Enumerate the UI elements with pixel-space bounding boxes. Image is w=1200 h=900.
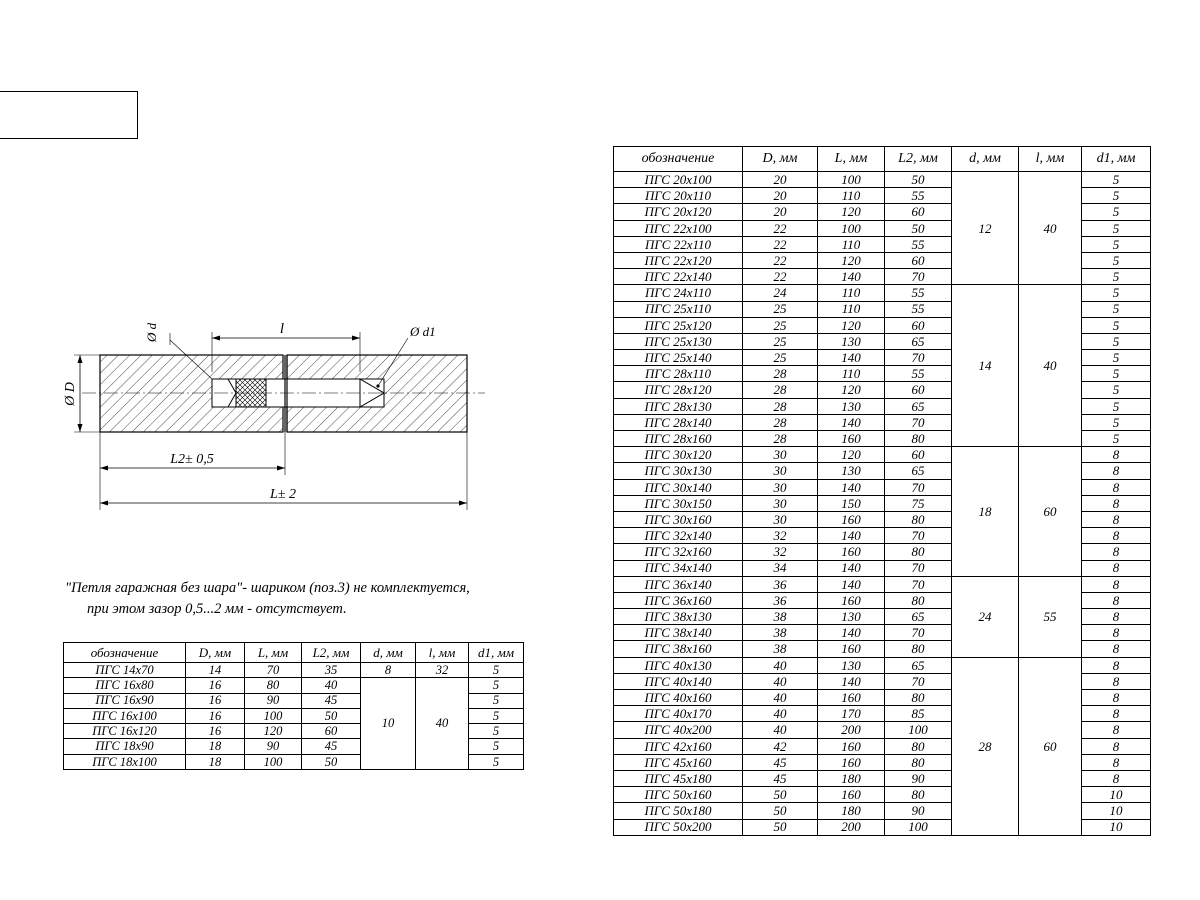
spec-table-right [613, 146, 1151, 836]
table-cell: 50 [743, 803, 818, 819]
table-cell: 40 [743, 722, 818, 738]
column-header: d, мм [361, 643, 416, 663]
table-cell: 5 [1082, 414, 1151, 430]
table-cell: 5 [1082, 220, 1151, 236]
table-cell: 50 [302, 708, 361, 723]
table-cell: 8 [1082, 592, 1151, 608]
table-cell: 34 [743, 560, 818, 576]
table-cell-designation: ПГС 20х120 [614, 204, 743, 220]
table-cell-designation: ПГС 30х120 [614, 447, 743, 463]
table-cell-designation: ПГС 16х100 [64, 708, 186, 723]
table-cell: 22 [743, 269, 818, 285]
table-cell: 20 [743, 188, 818, 204]
table-cell: 90 [885, 770, 952, 786]
table-cell-merged: 60 [1019, 447, 1082, 577]
table-cell: 8 [1082, 657, 1151, 673]
table-cell: 5 [1082, 350, 1151, 366]
table-cell-designation: ПГС 40х200 [614, 722, 743, 738]
label-d1: Ø d1 [410, 324, 436, 339]
table-header-row [614, 147, 1151, 172]
table-cell-designation: ПГС 25х110 [614, 301, 743, 317]
table-cell: 140 [818, 625, 885, 641]
table-cell: 50 [743, 787, 818, 803]
table-cell: 40 [743, 673, 818, 689]
table-cell: 80 [885, 690, 952, 706]
hinge-pin-svg [60, 300, 560, 530]
table-cell: 20 [743, 204, 818, 220]
table-cell: 85 [885, 706, 952, 722]
table-cell-merged: 18 [952, 447, 1019, 577]
table-cell: 110 [818, 236, 885, 252]
table-cell-designation: ПГС 28х110 [614, 366, 743, 382]
table-cell-merged: 40 [416, 678, 469, 770]
table-cell: 140 [818, 673, 885, 689]
table-cell: 70 [885, 560, 952, 576]
table-cell-designation: ПГС 50х160 [614, 787, 743, 803]
table-cell: 45 [743, 754, 818, 770]
label-d-small: Ø d [144, 322, 159, 342]
table-cell: 70 [885, 269, 952, 285]
table-cell: 8 [1082, 770, 1151, 786]
table-cell: 28 [743, 414, 818, 430]
table-cell: 45 [302, 739, 361, 754]
table-cell: 14 [186, 663, 245, 678]
spec-table-left-wrapper [63, 642, 524, 770]
table-cell-designation: ПГС 20х100 [614, 172, 743, 188]
table-header-row [64, 643, 524, 663]
table-cell: 8 [1082, 754, 1151, 770]
table-cell: 28 [743, 431, 818, 447]
table-cell: 100 [885, 722, 952, 738]
table-cell: 8 [1082, 479, 1151, 495]
table-cell-designation: ПГС 40х140 [614, 673, 743, 689]
table-cell: 140 [818, 414, 885, 430]
table-cell: 80 [885, 544, 952, 560]
label-l: l [279, 321, 285, 337]
table-cell: 55 [885, 366, 952, 382]
table-cell: 5 [469, 663, 524, 678]
table-cell: 200 [818, 722, 885, 738]
table-cell-designation: ПГС 42х160 [614, 738, 743, 754]
table-cell: 130 [818, 333, 885, 349]
table-cell: 36 [743, 576, 818, 592]
table-cell: 50 [885, 172, 952, 188]
table-cell: 25 [743, 301, 818, 317]
table-cell: 70 [885, 479, 952, 495]
table-cell: 5 [1082, 269, 1151, 285]
table-cell: 8 [1082, 511, 1151, 527]
note-line-2: при этом зазор 0,5...2 мм - отсутствует. [87, 601, 347, 618]
table-cell: 5 [469, 724, 524, 739]
table-cell: 35 [302, 663, 361, 678]
table-cell-merged: 55 [1019, 576, 1082, 657]
table-cell: 8 [1082, 625, 1151, 641]
table-cell: 8 [1082, 447, 1151, 463]
table-cell-designation: ПГС 16х80 [64, 678, 186, 693]
table-cell: 5 [1082, 285, 1151, 301]
table-cell-designation: ПГС 28х160 [614, 431, 743, 447]
table-cell: 160 [818, 544, 885, 560]
table-cell: 5 [1082, 188, 1151, 204]
table-cell: 28 [743, 366, 818, 382]
table-cell: 60 [885, 317, 952, 333]
table-cell: 5 [1082, 431, 1151, 447]
table-cell: 30 [743, 495, 818, 511]
table-cell: 70 [885, 576, 952, 592]
table-cell: 130 [818, 657, 885, 673]
table-cell: 5 [469, 754, 524, 769]
table-cell: 16 [186, 708, 245, 723]
table-cell: 120 [818, 317, 885, 333]
table-cell: 160 [818, 690, 885, 706]
table-cell: 60 [302, 724, 361, 739]
table-cell: 5 [469, 678, 524, 693]
table-cell: 70 [245, 663, 302, 678]
column-header: обозначение [614, 147, 743, 172]
table-cell: 38 [743, 625, 818, 641]
table-row [64, 663, 524, 678]
table-cell: 140 [818, 576, 885, 592]
table-cell-designation: ПГС 25х120 [614, 317, 743, 333]
table-cell: 40 [743, 706, 818, 722]
table-cell: 8 [1082, 576, 1151, 592]
table-cell: 10 [1082, 787, 1151, 803]
table-cell-designation: ПГС 14х70 [64, 663, 186, 678]
table-cell-designation: ПГС 40х170 [614, 706, 743, 722]
table-cell: 30 [743, 463, 818, 479]
table-cell: 65 [885, 609, 952, 625]
table-cell: 55 [885, 301, 952, 317]
table-cell-designation: ПГС 50х200 [614, 819, 743, 835]
table-cell: 140 [818, 528, 885, 544]
table-cell: 10 [1082, 803, 1151, 819]
table-cell-designation: ПГС 25х130 [614, 333, 743, 349]
table-cell: 30 [743, 447, 818, 463]
table-body [64, 663, 524, 770]
table-cell: 8 [1082, 528, 1151, 544]
table-cell-merged: 10 [361, 678, 416, 770]
table-cell: 150 [818, 495, 885, 511]
table-cell: 80 [885, 641, 952, 657]
table-row [614, 576, 1151, 592]
table-cell: 38 [743, 609, 818, 625]
table-cell-designation: ПГС 28х140 [614, 414, 743, 430]
table-cell: 8 [1082, 722, 1151, 738]
table-cell-merged: 32 [416, 663, 469, 678]
table-cell: 25 [743, 350, 818, 366]
table-cell-designation: ПГС 24х110 [614, 285, 743, 301]
table-cell-designation: ПГС 18х100 [64, 754, 186, 769]
table-cell: 50 [743, 819, 818, 835]
table-cell: 24 [743, 285, 818, 301]
table-cell: 80 [885, 431, 952, 447]
table-cell: 140 [818, 560, 885, 576]
spec-table-right-wrapper [613, 146, 1151, 836]
table-row [614, 172, 1151, 188]
table-cell: 16 [186, 693, 245, 708]
table-cell: 110 [818, 188, 885, 204]
table-cell: 8 [1082, 544, 1151, 560]
table-cell: 160 [818, 592, 885, 608]
table-cell-designation: ПГС 38х160 [614, 641, 743, 657]
table-cell: 90 [245, 739, 302, 754]
table-cell: 60 [885, 204, 952, 220]
table-cell-designation: ПГС 32х140 [614, 528, 743, 544]
table-cell: 160 [818, 431, 885, 447]
table-cell: 100 [818, 220, 885, 236]
column-header: L, мм [245, 643, 302, 663]
table-cell: 90 [245, 693, 302, 708]
table-cell: 170 [818, 706, 885, 722]
table-cell: 140 [818, 479, 885, 495]
table-cell: 30 [743, 511, 818, 527]
table-cell-designation: ПГС 16х90 [64, 693, 186, 708]
table-cell: 5 [469, 693, 524, 708]
table-cell: 60 [885, 447, 952, 463]
table-cell: 25 [743, 317, 818, 333]
note-text [65, 578, 595, 620]
column-header: l, мм [416, 643, 469, 663]
table-cell: 5 [1082, 172, 1151, 188]
table-cell: 65 [885, 463, 952, 479]
column-header: L, мм [818, 147, 885, 172]
table-cell: 80 [885, 738, 952, 754]
table-cell: 120 [818, 382, 885, 398]
table-cell: 60 [885, 252, 952, 268]
table-cell: 120 [245, 724, 302, 739]
table-cell: 5 [1082, 382, 1151, 398]
hinge-pin-drawing [60, 300, 560, 530]
table-cell: 200 [818, 819, 885, 835]
table-cell: 30 [743, 479, 818, 495]
table-cell: 90 [885, 803, 952, 819]
table-cell: 8 [1082, 463, 1151, 479]
table-cell-merged: 60 [1019, 657, 1082, 835]
table-cell: 5 [1082, 204, 1151, 220]
table-row [614, 285, 1151, 301]
table-cell-designation: ПГС 20х110 [614, 188, 743, 204]
table-cell: 40 [743, 690, 818, 706]
table-cell: 32 [743, 544, 818, 560]
table-cell-designation: ПГС 22х140 [614, 269, 743, 285]
spec-table-left [63, 642, 524, 770]
table-cell: 8 [1082, 673, 1151, 689]
label-L2: L2± 0,5 [170, 452, 214, 467]
table-cell: 100 [885, 819, 952, 835]
table-cell: 28 [743, 398, 818, 414]
table-cell: 8 [1082, 738, 1151, 754]
table-cell: 8 [1082, 609, 1151, 625]
table-cell-designation: ПГС 45х180 [614, 770, 743, 786]
column-header: d1, мм [469, 643, 524, 663]
note-line-1: "Петля гаражная без шара"- шариком (поз.3) не комплектуется, [65, 580, 470, 596]
table-cell: 45 [743, 770, 818, 786]
table-cell: 160 [818, 511, 885, 527]
table-cell-designation: ПГС 22х100 [614, 220, 743, 236]
table-cell: 110 [818, 285, 885, 301]
table-row [64, 678, 524, 693]
table-cell-merged: 40 [1019, 172, 1082, 285]
column-header: обозначение [64, 643, 186, 663]
table-cell: 22 [743, 252, 818, 268]
table-cell: 5 [469, 708, 524, 723]
table-cell: 8 [1082, 690, 1151, 706]
table-cell-designation: ПГС 22х110 [614, 236, 743, 252]
table-cell: 45 [302, 693, 361, 708]
table-cell-designation: ПГС 32х160 [614, 544, 743, 560]
title-block-corner [0, 91, 138, 139]
column-header: L2, мм [885, 147, 952, 172]
table-row [614, 657, 1151, 673]
table-cell: 80 [885, 787, 952, 803]
table-cell: 22 [743, 220, 818, 236]
table-cell: 140 [818, 350, 885, 366]
table-cell: 65 [885, 398, 952, 414]
table-cell: 5 [469, 739, 524, 754]
table-cell: 38 [743, 641, 818, 657]
table-cell: 25 [743, 333, 818, 349]
table-cell: 75 [885, 495, 952, 511]
table-cell-designation: ПГС 40х130 [614, 657, 743, 673]
table-cell-designation: ПГС 28х120 [614, 382, 743, 398]
table-cell: 70 [885, 528, 952, 544]
table-cell-merged: 40 [1019, 285, 1082, 447]
table-cell: 80 [885, 592, 952, 608]
table-cell-designation: ПГС 40х160 [614, 690, 743, 706]
table-cell: 140 [818, 269, 885, 285]
column-header: d, мм [952, 147, 1019, 172]
table-cell: 5 [1082, 236, 1151, 252]
table-cell: 18 [186, 754, 245, 769]
table-cell: 5 [1082, 317, 1151, 333]
table-cell-designation: ПГС 30х150 [614, 495, 743, 511]
table-cell-designation: ПГС 38х130 [614, 609, 743, 625]
table-cell: 65 [885, 657, 952, 673]
label-D: Ø D [63, 382, 78, 406]
table-cell: 180 [818, 770, 885, 786]
table-cell-designation: ПГС 50х180 [614, 803, 743, 819]
table-cell: 55 [885, 285, 952, 301]
table-cell-designation: ПГС 30х160 [614, 511, 743, 527]
table-cell-designation: ПГС 22х120 [614, 252, 743, 268]
table-cell-designation: ПГС 18х90 [64, 739, 186, 754]
table-cell: 42 [743, 738, 818, 754]
table-cell-designation: ПГС 30х140 [614, 479, 743, 495]
table-cell: 70 [885, 414, 952, 430]
table-cell-merged: 8 [361, 663, 416, 678]
table-cell: 130 [818, 609, 885, 625]
table-cell: 55 [885, 188, 952, 204]
table-cell: 5 [1082, 366, 1151, 382]
table-cell: 20 [743, 172, 818, 188]
table-cell: 5 [1082, 301, 1151, 317]
table-cell: 120 [818, 204, 885, 220]
table-cell: 65 [885, 333, 952, 349]
table-cell: 36 [743, 592, 818, 608]
table-cell: 70 [885, 625, 952, 641]
table-cell-merged: 28 [952, 657, 1019, 835]
table-cell-designation: ПГС 34х140 [614, 560, 743, 576]
column-header: D, мм [186, 643, 245, 663]
table-cell: 80 [885, 511, 952, 527]
table-cell: 100 [245, 708, 302, 723]
table-cell: 10 [1082, 819, 1151, 835]
table-cell: 180 [818, 803, 885, 819]
table-cell: 5 [1082, 252, 1151, 268]
table-row [614, 447, 1151, 463]
table-cell: 100 [245, 754, 302, 769]
table-cell: 130 [818, 463, 885, 479]
table-cell: 160 [818, 787, 885, 803]
table-cell: 120 [818, 252, 885, 268]
table-cell: 18 [186, 739, 245, 754]
table-cell: 70 [885, 673, 952, 689]
label-L: L± 2 [270, 487, 296, 502]
column-header: d1, мм [1082, 147, 1151, 172]
table-cell-designation: ПГС 45х160 [614, 754, 743, 770]
table-cell: 120 [818, 447, 885, 463]
table-cell: 8 [1082, 641, 1151, 657]
table-cell-merged: 24 [952, 576, 1019, 657]
table-cell: 22 [743, 236, 818, 252]
table-cell: 5 [1082, 333, 1151, 349]
table-cell: 8 [1082, 706, 1151, 722]
table-cell: 40 [743, 657, 818, 673]
table-cell: 80 [245, 678, 302, 693]
table-cell: 16 [186, 724, 245, 739]
table-cell-designation: ПГС 16х120 [64, 724, 186, 739]
table-cell: 160 [818, 641, 885, 657]
column-header: l, мм [1019, 147, 1082, 172]
table-cell-designation: ПГС 30х130 [614, 463, 743, 479]
table-cell-designation: ПГС 25х140 [614, 350, 743, 366]
table-cell: 28 [743, 382, 818, 398]
table-cell: 5 [1082, 398, 1151, 414]
table-cell-merged: 12 [952, 172, 1019, 285]
table-cell-designation: ПГС 36х160 [614, 592, 743, 608]
table-cell-designation: ПГС 36х140 [614, 576, 743, 592]
table-cell: 55 [885, 236, 952, 252]
table-cell: 110 [818, 366, 885, 382]
table-cell-merged: 14 [952, 285, 1019, 447]
table-cell: 130 [818, 398, 885, 414]
column-header: D, мм [743, 147, 818, 172]
table-cell: 80 [885, 754, 952, 770]
table-cell: 50 [302, 754, 361, 769]
table-cell: 40 [302, 678, 361, 693]
table-cell-designation: ПГС 28х130 [614, 398, 743, 414]
table-cell-designation: ПГС 38х140 [614, 625, 743, 641]
table-body [614, 172, 1151, 836]
table-cell: 110 [818, 301, 885, 317]
table-cell: 60 [885, 382, 952, 398]
column-header: L2, мм [302, 643, 361, 663]
table-cell: 70 [885, 350, 952, 366]
table-cell: 16 [186, 678, 245, 693]
table-cell: 50 [885, 220, 952, 236]
table-cell: 8 [1082, 495, 1151, 511]
table-cell: 100 [818, 172, 885, 188]
table-cell: 32 [743, 528, 818, 544]
table-cell: 8 [1082, 560, 1151, 576]
table-cell: 160 [818, 738, 885, 754]
table-cell: 160 [818, 754, 885, 770]
